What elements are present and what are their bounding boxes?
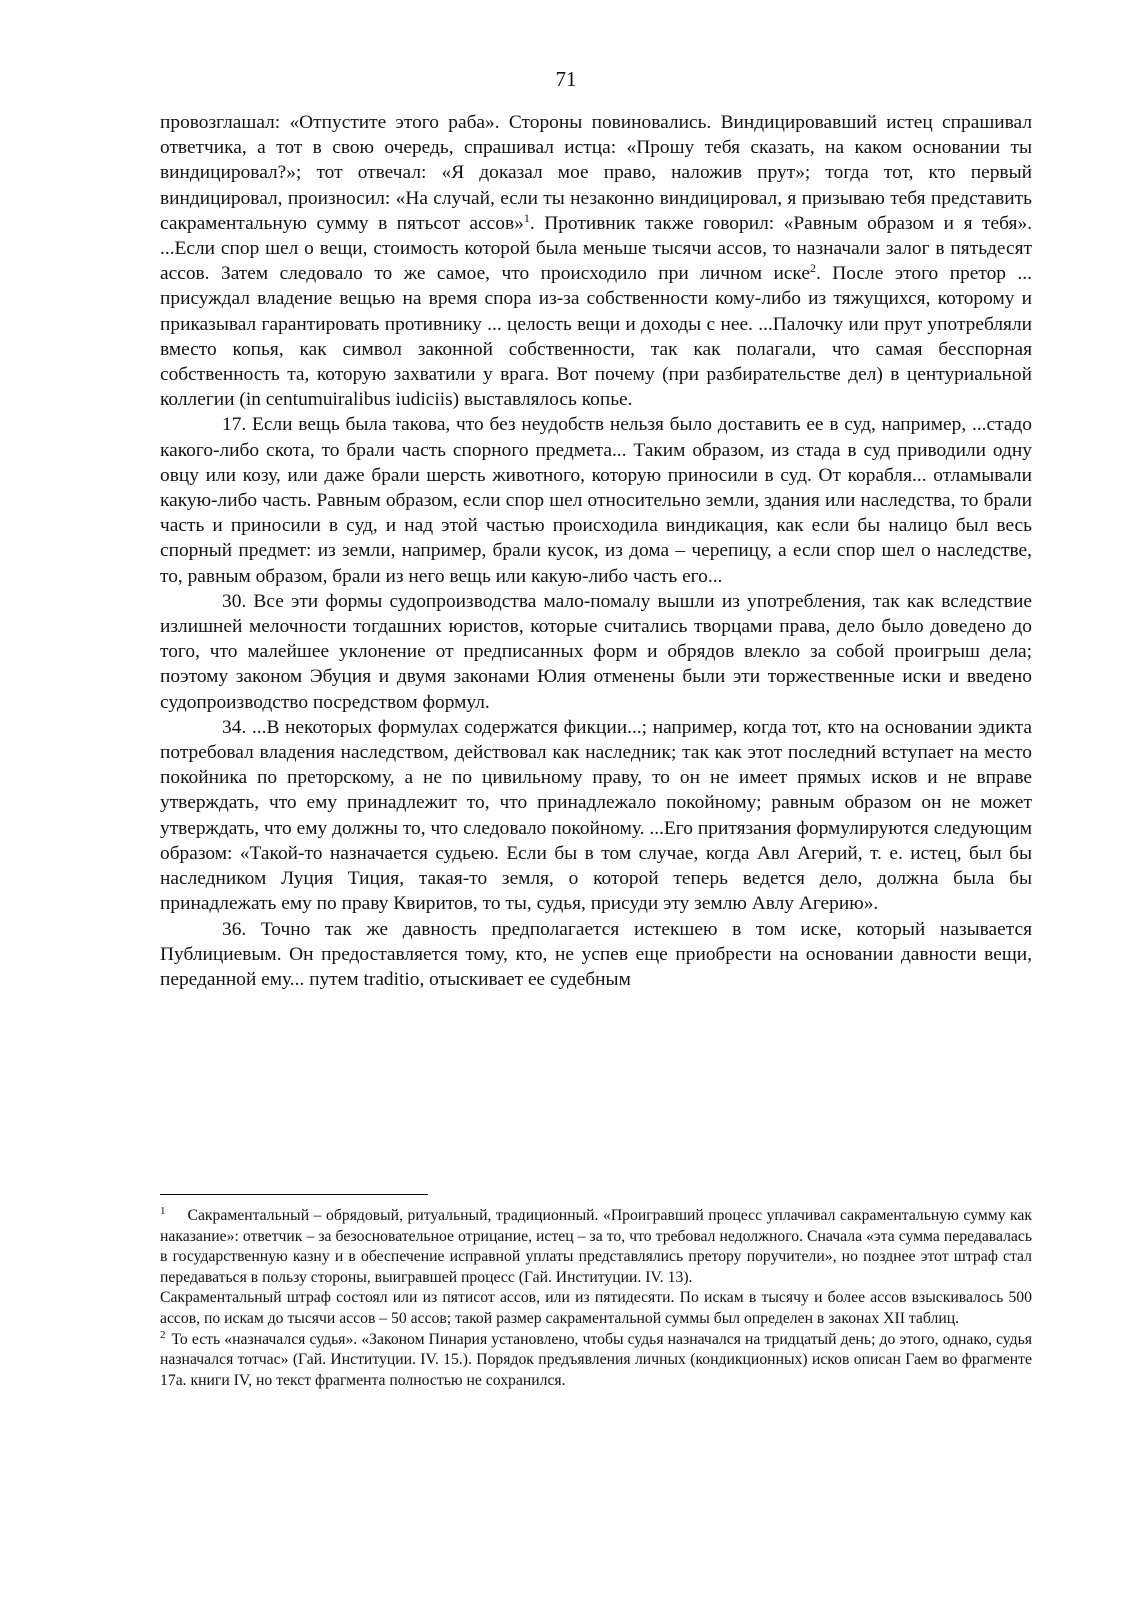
page-number: 71 (555, 67, 577, 91)
paragraph-text: . После этого претор ... присуждал владение вещью на время спора из-за собственности кому-либо из тяжущихся, которому и приказывал гарантировать противнику ... целость вещи и доходы с нее. ...Палочку или прут употребляли вместо копья, как символ законной собственности, так как полагали, что самая бесспорная собственность та, которую захватили у врага. Вот почему (при разбирательстве дел) в центуриальной коллегии (in centumuiralibus iudiciis) выставлялось копье. (160, 263, 1032, 411)
footnote-reference[interactable]: 1 (523, 210, 530, 225)
footnote-text: Сакраментальный – обрядовый, ритуальный, традиционный. «Проигравший процесс уплачивал сакраментальную сумму как наказание»: ответчик – за безосновательное отрицание, истец – за то, что требовал недолжного. Сначала «эта сумма передавалась в государственную казну и в обеспечение исправной уплаты представлялись претору поручители», но позднее этот штраф стал передаваться в пользу стороны, выигравшей процесс (Гай. Институции. IV. 13). (160, 1207, 1032, 1286)
paragraph-text: . Противник также говорил: «Равным образом и я тебя». ...Если спор шел о вещи, стоимость которой была меньше тысячи ассов, то назначали залог в пятьдесят ассов. Затем следовало то же самое, что происходило при личном иске (160, 212, 1032, 285)
footnote-text: Сакраментальный штраф состоял или из пятисот ассов, или из пятидесяти. По искам в тысячу и более ассов взыскивалось 500 ассов, по искам до тысячи ассов – 50 ассов; такой размер сакраментальной суммы был определен в законах XII таблиц. (160, 1289, 1032, 1327)
footnote-marker: 1 (160, 1205, 166, 1217)
paragraph-34: 34. ...В некоторых формулах содержатся фикции...; например, когда тот, кто на основании эдикта потребовал владения наследством, действовал как наследник; так как этот последний вступает на место покойника по преторскому, а не по цивильному праву, то он не имеет прямых исков и не вправе утверждать, что ему принадлежит то, что принадлежало покойному; равным образом он не может утверждать, что ему должны то, что следовало покойному. ...Его притязания формулируются следующим образом: «Такой-то назначается судьею. Если бы в том случае, когда Авл Агерий, т. е. истец, был бы наследником Луция Тиция, такая-то земля, о которой теперь ведется дело, должна была бы принадлежать ему по праву Квиритов, то ты, судья, присуди эту землю Авлу Агерию». (160, 716, 1032, 915)
paragraph-30: 30. Все эти формы судопроизводства мало-помалу вышли из употребления, так как вследствие излишней мелочности тогдашних юристов, которые считались творцами права, дело было доведено до того, что малейшее уклонение от предписанных форм и обрядов влекло за собой проигрыш дела; поэтому законом Эбуция и двумя законами Юлия отменены были эти торжественные иски и введено судопроизводство посредством формул. (160, 590, 1032, 713)
footnote-1 (160, 1206, 1032, 1288)
footnote-marker: 2 (160, 1328, 166, 1341)
footnote-reference[interactable]: 2 (809, 261, 816, 276)
main-text (160, 110, 1032, 992)
paragraph-17: 17. Если вещь была такова, что без неудобств нельзя было доставить ее в суд, например, ...стадо какого-либо скота, то брали часть спорного предмета... Таким образом, из стада в суд приводили одну овцу или козу, или даже брали шерсть животного, которую приносили в суд. От корабля... отламывали какую-либо часть. Равным образом, если спор шел относительно земли, здания или наследства, то брали часть и приносили в суд, и над этой частью происходила виндикация, как если бы налицо был весь спорный предмет: из земли, например, брали кусок, из дома – черепицу, а если спор шел о наследстве, то, равным образом, брали из него вещь или какую-либо часть его... (160, 414, 1032, 587)
paragraph-continuation (160, 110, 1032, 412)
footnote-1-continuation (160, 1288, 1032, 1329)
paragraph-36: 36. Точно так же давность предполагается истекшею в том иске, который называется Публициевым. Он предоставляется тому, кто, не успев еще приобрести на основании давности вещи, переданной ему... путем traditio, отыскивает ее судебным (160, 918, 1032, 990)
footnote-divider (160, 1194, 428, 1195)
footnote-2 (160, 1330, 1032, 1392)
paragraph-text: провозглашал: «Отпустите этого раба». Стороны повиновались. Виндицировавший истец спрашивал ответчика, а тот в свою очередь, спрашивал истца: «Прошу тебя сказать, на каком основании ты виндицировал?»; тот отвечал: «Я доказал мое право, наложив прут»; тогда тот, кто первый виндицировал, произносил: «На случай, если ты незаконно виндицировал, я призываю тебя представить сакраментальную сумму в пятьсот ассов» (160, 112, 1032, 234)
footnote-text: То есть «назначался судья». «Законом Пинария установлено, чтобы судья назначался на тридцатый день; до этого, однако, судья назначался тотчас» (Гай. Институции. IV. 15.). Порядок предъявления личных (кондикционных) исков описан Гаем во фрагменте 17а. книги IV, но текст фрагмента полностью не сохранился. (160, 1330, 1032, 1389)
footnotes (160, 1206, 1032, 1391)
